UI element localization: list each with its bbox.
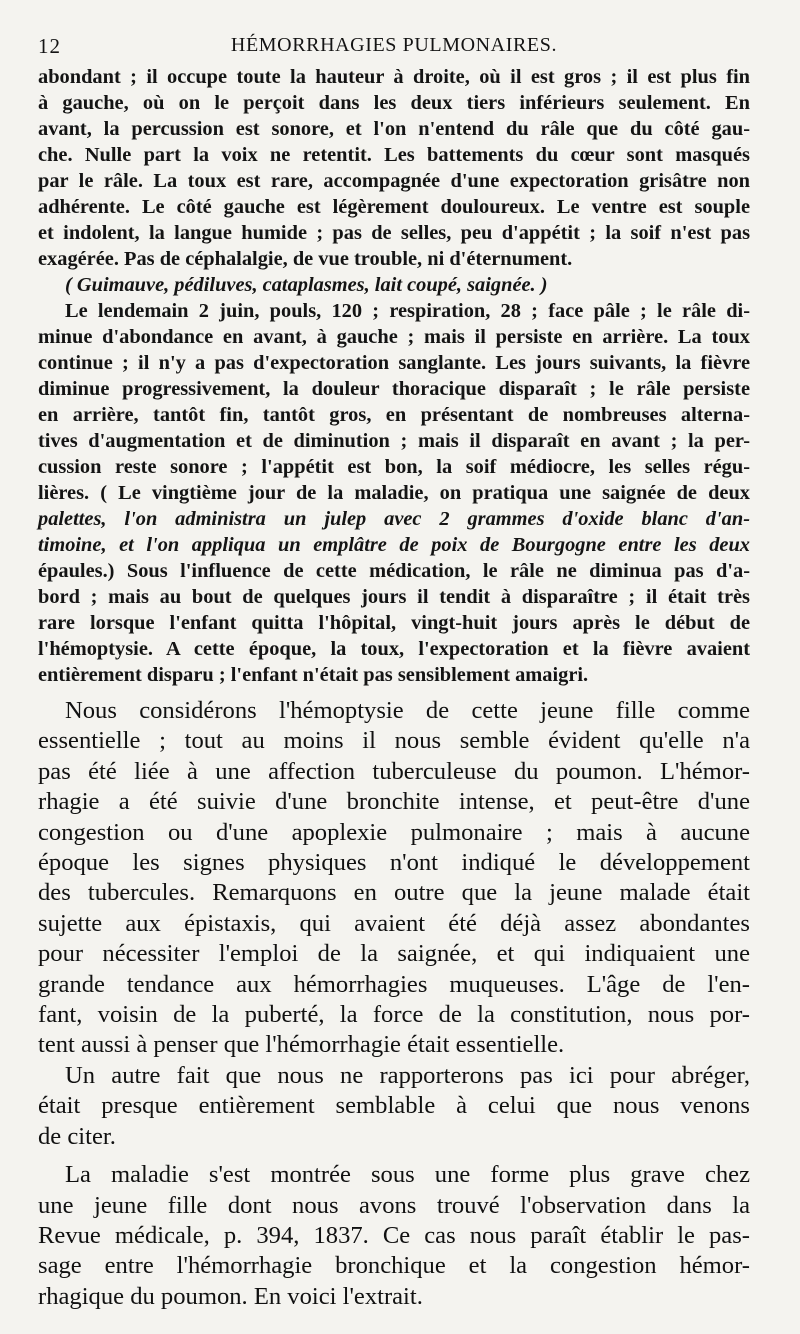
- text-line: palettes, l'on administra un julep avec 2 grammes d'oxide blanc d'an-: [38, 508, 750, 530]
- book-page: [38, 34, 750, 1312]
- text-line: sujette aux épistaxis, qui avaient été déjà assez abondantes: [38, 909, 750, 937]
- text-line: époque les signes physiques n'ont indiqué le développement: [38, 849, 750, 877]
- text-line: en arrière, tantôt fin, tantôt gros, en présentant de nombreuses alterna-: [38, 404, 750, 426]
- commentary-text: [38, 696, 750, 1312]
- text-line: par le râle. La toux est rare, accompagnée d'une expectoration grisâtre non: [38, 170, 750, 192]
- text-line: une jeune fille dont nous avons trouvé l'observation dans la: [38, 1191, 750, 1219]
- text-line: pas été liée à une affection tuberculeuse du poumon. L'hémor-: [38, 757, 750, 785]
- text-line: tives d'augmentation et de diminution ; mais il disparaît en avant ; la per-: [38, 430, 750, 452]
- text-line: che. Nulle part la voix ne retentit. Les battements du cœur sont masqués: [38, 144, 750, 166]
- text-line: lières. ( Le vingtième jour de la maladie, on pratiqua une saignée de deux: [38, 482, 750, 504]
- text-line: tent aussi à penser que l'hémorrhagie était essentielle.: [38, 1031, 565, 1059]
- text-line: l'hémoptysie. A cette époque, la toux, l'expectoration et la fièvre avaient: [38, 638, 750, 660]
- text-line: Nous considérons l'hémoptysie de cette jeune fille comme: [65, 697, 750, 724]
- treatment-note: ( Guimauve, pédiluves, cataplasmes, lait coupé, saignée. ): [65, 274, 548, 296]
- text-line: avant, la percussion est sonore, et l'on n'entend du râle que du côté gau-: [38, 118, 750, 140]
- text-line: rhagique du poumon. En voici l'extrait.: [38, 1282, 423, 1310]
- text-line: rare lorsque l'enfant quitta l'hôpital, vingt-huit jours après le début de: [38, 612, 750, 634]
- text-line: exagérée. Pas de céphalalgie, de vue trouble, ni d'éternument.: [38, 248, 573, 270]
- text-line: des tubercules. Remarquons en outre que la jeune malade était: [38, 879, 750, 907]
- paragraph-gap: [38, 1152, 750, 1160]
- text-line: grande tendance aux hémorrhagies muqueuses. L'âge de l'en-: [38, 970, 750, 998]
- text-line: essentielle ; tout au moins il nous semble évident qu'elle n'a: [38, 727, 750, 755]
- text-line: sage entre l'hémorrhagie bronchique et la congestion hémor-: [38, 1252, 750, 1280]
- text-line: cussion reste sonore ; l'appétit est bon, la soif médiocre, les selles régu-: [38, 456, 750, 478]
- observation-text: [38, 64, 750, 688]
- running-head: [38, 34, 750, 64]
- text-line: adhérente. Le côté gauche est légèrement douloureux. Le ventre est souple: [38, 196, 750, 218]
- text-line: congestion ou d'une apoplexie pulmonaire ; mais à aucune: [38, 818, 750, 846]
- text-line: bord ; mais au bout de quelques jours il tendit à disparaître ; il était très: [38, 586, 750, 608]
- text-line: et indolent, la langue humide ; pas de selles, peu d'appétit ; la soif n'est pas: [38, 222, 750, 244]
- text-line: minue d'abondance en avant, à gauche ; mais il persiste en arrière. La toux: [38, 326, 750, 348]
- text-line: Un autre fait que nous ne rapporterons pas ici pour abréger,: [65, 1061, 750, 1089]
- text-line: diminue progressivement, la douleur thoracique disparaît ; le râle persiste: [38, 378, 750, 400]
- text-line: pour nécessiter l'emploi de la saignée, et qui indiquaient une: [38, 940, 750, 968]
- running-title: HÉMORRHAGIES PULMONAIRES.: [230, 34, 558, 56]
- text-line: épaules.) Sous l'influence de cette médication, le râle ne diminua pas d'a-: [38, 560, 750, 582]
- text-line: était presque entièrement semblable à celui que nous venons: [38, 1092, 750, 1120]
- text-line: La maladie s'est montrée sous une forme plus grave chez: [65, 1161, 750, 1189]
- text-line: fant, voisin de la puberté, la force de la constitution, nous por-: [38, 1001, 750, 1029]
- text-line: rhagie a été suivie d'une bronchite intense, et peut-être d'une: [38, 788, 750, 816]
- text-line: entièrement disparu ; l'enfant n'était pas sensiblement amaigri.: [38, 664, 589, 686]
- text-line: à gauche, où on le perçoit dans les deux tiers inférieurs seulement. En: [38, 92, 750, 114]
- text-line: timoine, et l'on appliqua un emplâtre de poix de Bourgogne entre les deux: [38, 534, 750, 556]
- text-line: Revue médicale, p. 394, 1837. Ce cas nous paraît établir le pas-: [38, 1221, 750, 1249]
- page-number: 12: [38, 34, 61, 58]
- text-line: de citer.: [38, 1122, 116, 1150]
- text-line: abondant ; il occupe toute la hauteur à droite, où il est gros ; il est plus fin: [38, 66, 750, 88]
- text-line: continue ; il n'y a pas d'expectoration sanglante. Les jours suivants, la fièvre: [38, 352, 750, 374]
- text-line: Le lendemain 2 juin, pouls, 120 ; respiration, 28 ; face pâle ; le râle di-: [65, 300, 750, 322]
